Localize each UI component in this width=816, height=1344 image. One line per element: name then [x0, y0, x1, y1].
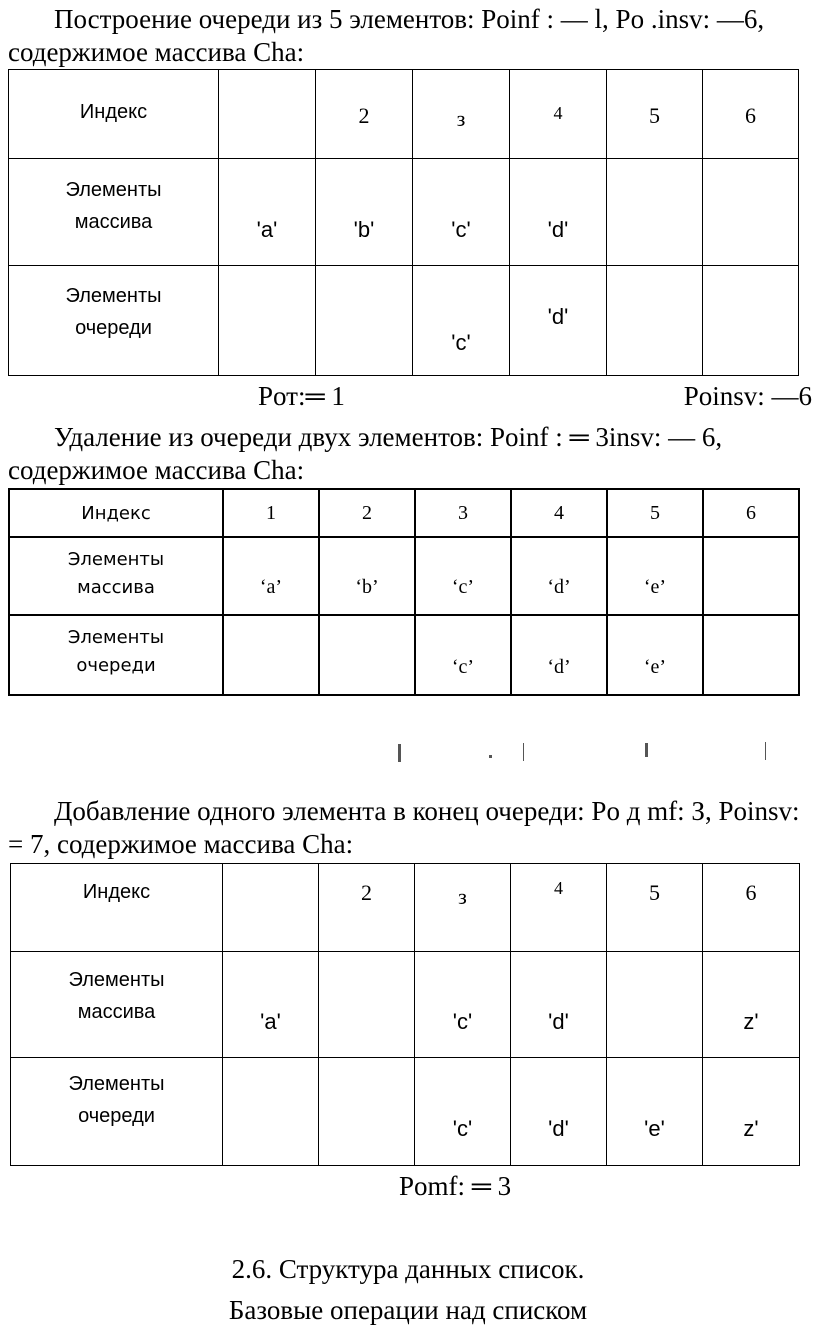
- array-cell: [703, 537, 799, 615]
- queue-cell: 'd': [510, 266, 607, 376]
- array-cell: 'd': [510, 159, 607, 266]
- section3-text: Добавление одного элемента в конец очереди: Po д mf: З, Poinsv: = 7, содержимое массива Cha:: [8, 796, 800, 859]
- queue-cell: [316, 266, 413, 376]
- queue-cell: [319, 1058, 415, 1166]
- section3-table: [10, 863, 800, 1166]
- index-cell: [223, 864, 319, 952]
- section3-footer: Pomf: ═ 3: [399, 1171, 512, 1201]
- queue-cell: ‘d’: [511, 615, 607, 695]
- array-cell: ‘d’: [511, 537, 607, 615]
- table-row: [11, 864, 800, 952]
- table-row: [9, 266, 799, 376]
- table-row: [9, 70, 799, 159]
- table-row: [9, 615, 799, 695]
- array-cell: [607, 159, 703, 266]
- index-cell: 5: [607, 70, 703, 159]
- table-row: [11, 952, 800, 1058]
- row-label-queue: Элементы очереди: [9, 615, 223, 695]
- index-cell: 2: [316, 70, 413, 159]
- index-cell: 2: [319, 489, 415, 537]
- array-cell: ‘a’: [223, 537, 319, 615]
- index-cell: 6: [703, 70, 799, 159]
- array-cell: 'a': [219, 159, 316, 266]
- array-cell: [319, 952, 415, 1058]
- section1-text: Построение очереди из 5 элементов: Poinf : — l, Po .insv: —6, содержимое массива Cha:: [8, 4, 765, 67]
- array-cell: [607, 952, 703, 1058]
- queue-cell: [607, 266, 703, 376]
- index-cell: 5: [607, 864, 703, 952]
- queue-cell: [223, 615, 319, 695]
- array-cell: z': [703, 952, 800, 1058]
- table-row: [9, 159, 799, 266]
- queue-cell: 'c': [415, 1058, 511, 1166]
- queue-cell: 'c': [413, 266, 510, 376]
- index-cell: [219, 70, 316, 159]
- array-cell: ‘c’: [415, 537, 511, 615]
- index-cell: з: [415, 864, 511, 952]
- array-cell: [703, 159, 799, 266]
- row-label-queue: Элементы очереди: [11, 1058, 223, 1166]
- queue-cell: ‘c’: [415, 615, 511, 695]
- index-cell: 3: [415, 489, 511, 537]
- row-label-index: Индекс: [9, 70, 219, 159]
- queue-cell: [223, 1058, 319, 1166]
- queue-cell: [703, 615, 799, 695]
- array-cell: 'c': [415, 952, 511, 1058]
- section1-footer-right: Poinsv: —6: [683, 381, 812, 411]
- table-row: [9, 489, 799, 537]
- array-cell: ‘e’: [607, 537, 703, 615]
- queue-cell: [219, 266, 316, 376]
- queue-cell: ‘e’: [607, 615, 703, 695]
- section-heading-line2: Базовые операции над списком: [228, 1295, 588, 1325]
- section-heading-line1: 2.6. Структура данных список.: [231, 1254, 585, 1284]
- index-cell: 1: [223, 489, 319, 537]
- row-label-index: Индекс: [9, 489, 223, 537]
- queue-cell: 'e': [607, 1058, 703, 1166]
- table-row: [11, 1058, 800, 1166]
- index-cell: з: [413, 70, 510, 159]
- queue-cell: [703, 266, 799, 376]
- index-cell: 5: [607, 489, 703, 537]
- queue-cell: 'd': [511, 1058, 607, 1166]
- queue-cell: [319, 615, 415, 695]
- table-row: [9, 537, 799, 615]
- row-label-index: Индекс: [11, 864, 223, 952]
- queue-cell: z': [703, 1058, 800, 1166]
- row-label-array: Элементы массива: [11, 952, 223, 1058]
- array-cell: 'd': [511, 952, 607, 1058]
- index-cell: 4: [511, 489, 607, 537]
- array-cell: 'b': [316, 159, 413, 266]
- row-label-array: Элементы массива: [9, 537, 223, 615]
- section1-table: [8, 69, 799, 376]
- section2-table: [8, 488, 800, 696]
- section1-footer-left: Pот:═ 1: [258, 381, 345, 411]
- section2-text: Удаление из очереди двух элементов: Poinf : ═ 3insv: — 6, содержимое массива Cha:: [8, 422, 723, 485]
- index-cell: 4: [510, 70, 607, 159]
- array-cell: 'a': [223, 952, 319, 1058]
- row-label-array: Элементы массива: [9, 159, 219, 266]
- array-cell: ‘b’: [319, 537, 415, 615]
- array-cell: 'c': [413, 159, 510, 266]
- row-label-queue: Элементы очереди: [9, 266, 219, 376]
- index-cell: 6: [703, 864, 800, 952]
- index-cell: 6: [703, 489, 799, 537]
- index-cell: 4: [511, 864, 607, 952]
- index-cell: 2: [319, 864, 415, 952]
